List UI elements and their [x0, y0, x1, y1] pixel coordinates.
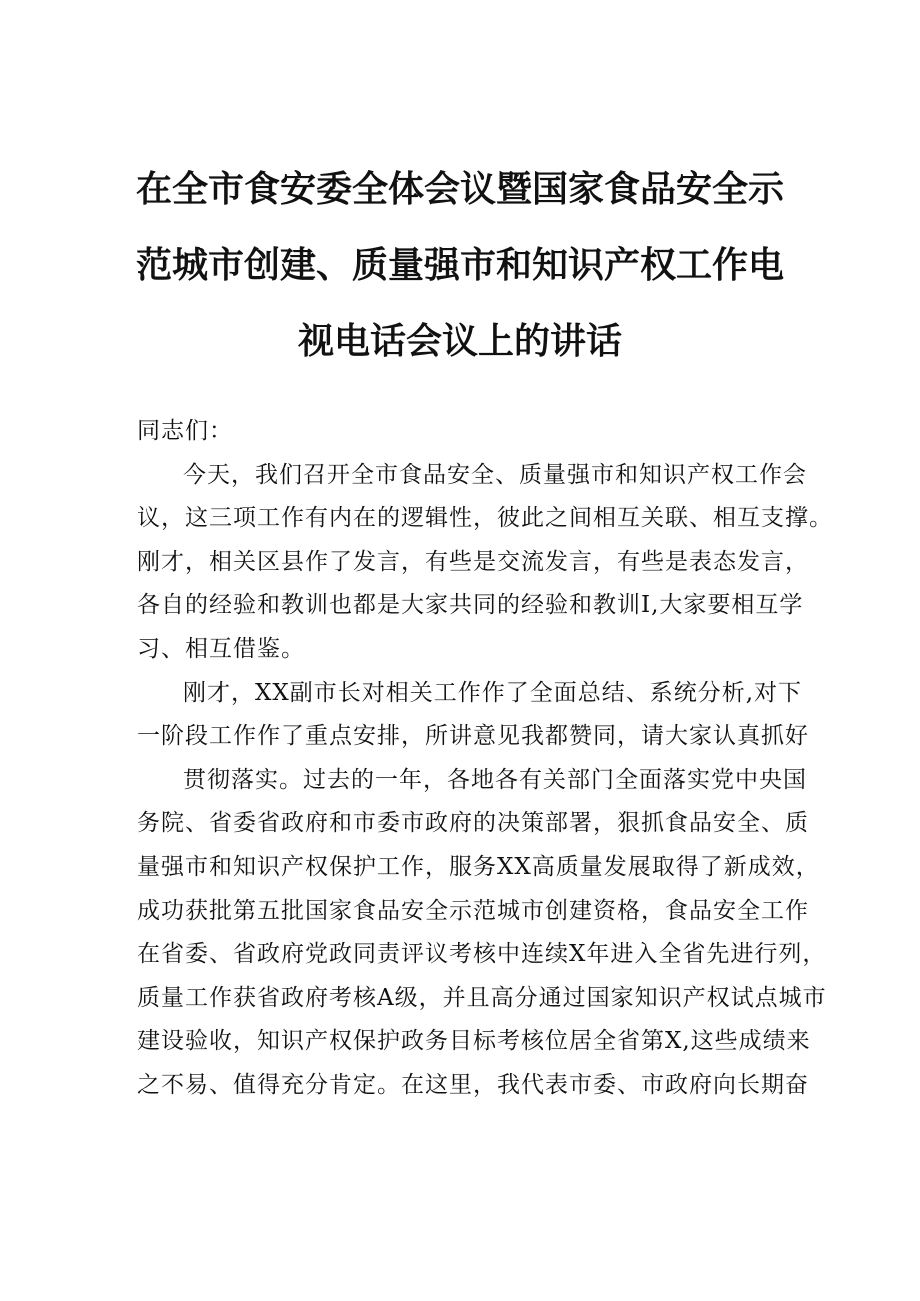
body-line: 量强市和知识产权保护工作，服务XX高质量发展取得了新成效， [137, 853, 820, 880]
title-line-2: 范城市创建、质量强市和知识产权工作电 [135, 245, 784, 286]
document-body [137, 410, 833, 1108]
body-line: 务院、省委省政府和市委市政府的决策部署，狠抓食品安全、质 [137, 810, 809, 837]
body-line: 之不易、值得充分肯定。在这里，我代表市委、市政府向长期奋 [137, 1071, 809, 1098]
title-line-1: 在全市食安委全体会议暨国家食品安全示 [135, 169, 784, 210]
body-line: 各自的经验和教训也都是大家共同的经验和教训I,大家要相互学 [137, 592, 804, 619]
body-line: 今天，我们召开全市食品安全、质量强市和知识产权工作会 [183, 461, 807, 488]
document-title [120, 152, 800, 380]
body-line: 刚才，相关区县作了发言，有些是交流发言，有些是表态发言， [137, 548, 809, 575]
body-line: 在省委、省政府党政同责评议考核中连续X年进入全省先进行列， [137, 941, 827, 968]
body-line: 一阶段工作作了重点安排，所讲意见我都赞同，请大家认真抓好 [137, 723, 809, 750]
salutation: 同志们： [137, 418, 233, 444]
title-line-3: 视电话会议上的讲话 [297, 321, 622, 362]
body-line: 质量工作获省政府考核A级，并且高分通过国家知识产权试点城市 [137, 984, 827, 1011]
body-line: 习、相互借鉴。 [137, 635, 305, 662]
body-line: 成功获批第五批国家食品安全示范城市创建资格，食品安全工作 [137, 897, 809, 924]
body-line: 议，这三项工作有内在的逻辑性，彼此之间相互关联、相互支撑。 [137, 505, 833, 532]
body-line: 刚才，XX副市长对相关工作作了全面总结、系统分析,对下 [183, 679, 803, 706]
body-line: 建设验收，知识产权保护政务目标考核位居全省第X,这些成绩来 [137, 1028, 811, 1055]
body-line: 贯彻落实。过去的一年，各地各有关部门全面落实党中央国 [183, 766, 807, 793]
